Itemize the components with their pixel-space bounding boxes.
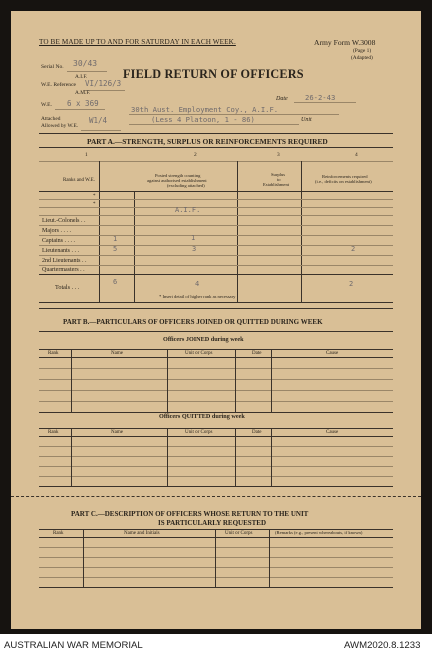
col2-header-line2: against authorised establishment	[147, 178, 207, 183]
we-label: W.E.	[41, 102, 52, 108]
serial-label: Serial No.	[41, 64, 64, 70]
column-header-remarks: (Remarks (e.g., present whereabouts, if known)	[275, 530, 363, 535]
totals-reinforcements-value: 2	[349, 280, 354, 288]
caption-bar	[0, 640, 432, 653]
quitted-title: Officers QUITTED during week	[159, 413, 245, 420]
date-label: Date	[276, 96, 288, 102]
aif-label: A.I.F.	[75, 74, 88, 80]
column-header-date: Date	[252, 351, 262, 356]
column-header-rank: Rank	[48, 430, 59, 435]
caption-right: AWM2020.8.1233	[344, 640, 421, 651]
col4-header-line1: Reinforcements required	[322, 174, 368, 179]
form-adapted: (Adapted)	[351, 55, 373, 61]
form-title: FIELD RETURN OF OFFICERS	[123, 67, 304, 81]
part-b-heading: PART B.—PARTICULARS OF OFFICERS JOINED OR QUITTED DURING WEEK	[63, 318, 323, 326]
column-header-unit: Unit or Corps	[225, 531, 253, 536]
column-header-rank: Rank	[53, 531, 64, 536]
unit-value-line-2: (Less 4 Platoon, 1 - 86)	[151, 115, 255, 124]
rank-posted-value: 3	[192, 245, 197, 253]
col3-header-line1: Surplus	[271, 172, 286, 177]
asterisk-marker: *	[93, 202, 96, 207]
serial-value: 30/43	[73, 59, 98, 68]
col1-header: Ranks and W.E.	[63, 178, 95, 183]
rank-label: Majors . . . .	[42, 228, 71, 234]
dashed-separator	[11, 496, 421, 497]
joined-table	[39, 349, 393, 415]
form-instruction: TO BE MADE UP TO AND FOR SATURDAY IN EACH WEEK.	[39, 38, 236, 46]
date-value: 26-2-43	[305, 93, 336, 102]
part-c-heading-line1: PART C.—DESCRIPTION OF OFFICERS WHOSE RETURN TO THE UNIT	[71, 510, 309, 518]
column-header-name: Name	[111, 430, 123, 435]
column-header-unit: Unit or Corps	[185, 351, 213, 356]
rank-label: 2nd Lieutenants . .	[42, 258, 87, 264]
col2-header-line3: (excluding attached)	[167, 183, 205, 188]
amf-label: A.M.F.	[75, 90, 91, 96]
we-reference-label: W.E. Reference	[41, 82, 77, 88]
column-header-date: Date	[252, 430, 262, 435]
col-number-2: 2	[194, 152, 197, 158]
part-a-heading: PART A.—STRENGTH, SURPLUS OR REINFORCEMENTS REQUIRED	[87, 137, 328, 146]
rank-label: Lieut.-Colonels . .	[42, 218, 86, 224]
rank-we-value: 5	[113, 245, 118, 253]
we-value: 6 x 369	[67, 99, 99, 108]
quitted-table	[39, 428, 393, 490]
totals-label: Totals . . .	[55, 284, 80, 291]
column-header-rank: Rank	[48, 351, 59, 356]
col-number-3: 3	[277, 152, 280, 158]
part-a-table	[39, 148, 393, 303]
part-c-table	[39, 529, 393, 591]
col3-header-line2: to	[277, 177, 281, 182]
col-number-4: 4	[355, 152, 358, 158]
column-header-name: Name	[111, 351, 123, 356]
rank-label: Quartermasters . .	[42, 267, 85, 273]
rank-reinforcements-value: 2	[351, 245, 356, 253]
attached-value: W1/4	[89, 116, 108, 125]
caption-left: AUSTRALIAN WAR MEMORIAL	[4, 640, 143, 651]
col2-header-line1: Posted strength counting	[155, 173, 201, 178]
totals-we-value: 6	[113, 278, 118, 286]
rank-posted-value: 1	[191, 234, 196, 242]
rank-we-value: 1	[113, 235, 118, 243]
part-c-heading-line2: IS PARTICULARLY REQUESTED	[158, 519, 267, 527]
we-reference-value: VI/126/3	[85, 79, 122, 88]
document-page	[11, 11, 421, 629]
joined-title: Officers JOINED during week	[163, 336, 244, 343]
column-header-unit: Unit or Corps	[185, 430, 213, 435]
col3-header-line3: Establishment	[263, 182, 290, 187]
totals-posted-value: 4	[195, 280, 200, 288]
rank-label: Lieutenants . . .	[42, 248, 79, 254]
allowed-by-we-label: Allowed by W.E.	[41, 123, 79, 129]
col-number-1: 1	[85, 152, 88, 158]
form-page-number: (Page 1)	[353, 48, 372, 54]
asterisk-marker: *	[93, 194, 96, 199]
column-header-cause: Cause	[326, 351, 339, 356]
rank-label: Captains . . . .	[42, 238, 75, 244]
unit-label: Unit	[301, 117, 312, 123]
attached-label: Attached	[41, 116, 61, 122]
unit-value-line-1: 30th Aust. Employment Coy., A.I.F.	[131, 105, 279, 114]
column-header-name-initials: Name and Initials	[124, 531, 160, 536]
army-form-number: Army Form W.3008	[314, 38, 376, 47]
aif-entry: A.I.F.	[175, 206, 201, 214]
part-a-footnote: * Insert detail of higher rank as necessary	[159, 294, 236, 299]
column-header-cause: Cause	[326, 430, 339, 435]
col4-header-line2: (i.e., deficits on establishment)	[315, 179, 372, 184]
